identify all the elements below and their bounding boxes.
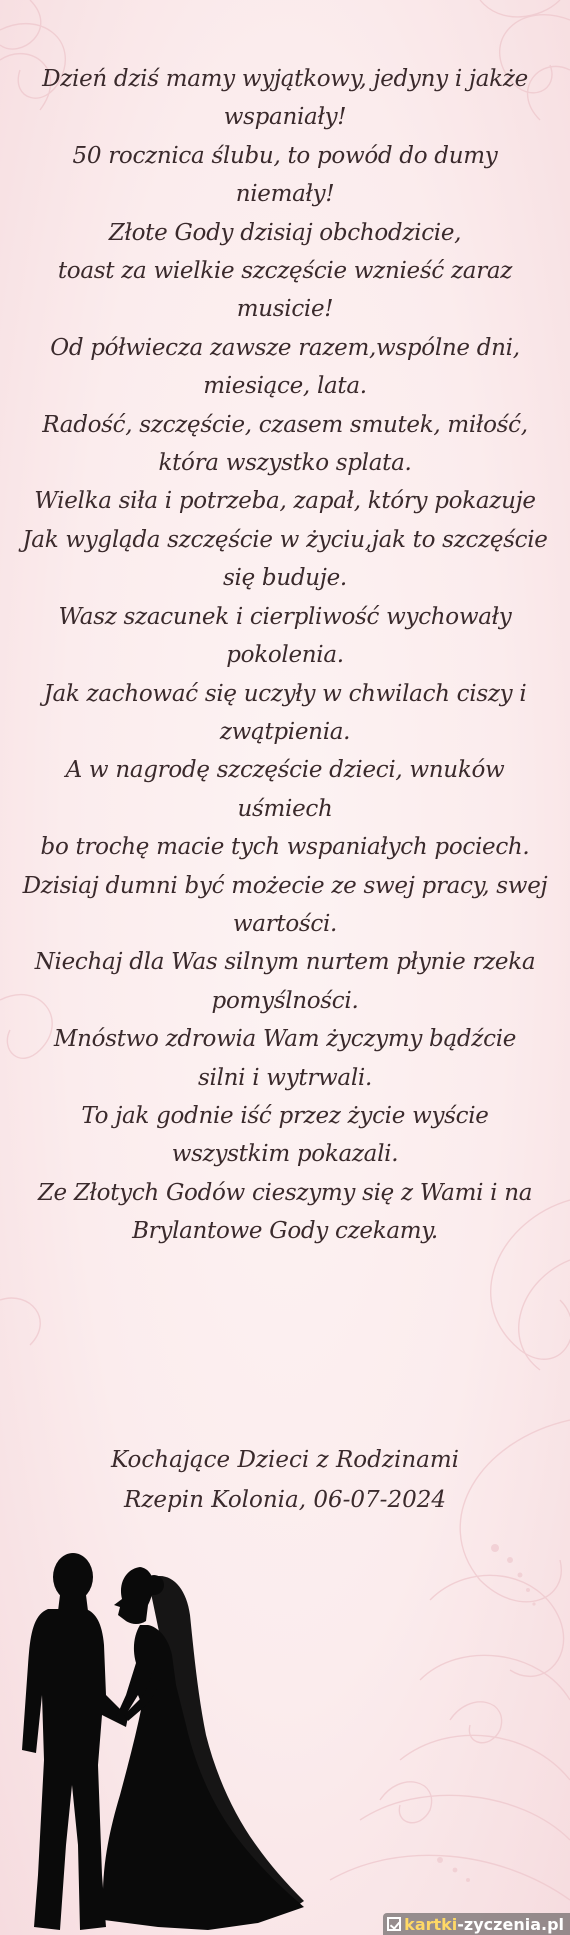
poem-line: wszystkim pokazali. — [171, 1141, 399, 1168]
poem-line: która wszystko splata. — [158, 450, 412, 477]
poem-line: wspaniały! — [223, 104, 347, 131]
poem-line: Dzień dziś mamy wyjątkowy, jedyny i jakże — [42, 66, 528, 92]
poem-line: A w nagrodę szczęście dzieci, wnuków — [65, 757, 505, 784]
poem-line: Brylantowe Gody czekamy. — [132, 1218, 438, 1245]
poem-line: musicie! — [236, 296, 334, 323]
poem-line: Niechaj dla Was silnym nurtem płynie rzeka — [34, 949, 536, 976]
poem-line: toast za wielkie szczęście wznieść zaraz — [57, 258, 513, 285]
signature-from: Kochające Dzieci z Rodzinami — [110, 1447, 460, 1473]
poem-line: Jak wygląda szczęście w życiu,jak to szczęście — [22, 526, 548, 553]
checkbox-icon — [387, 1917, 401, 1931]
poem-line: pokolenia. — [226, 642, 344, 669]
signature — [20, 1440, 550, 1520]
poem-text — [20, 60, 550, 1251]
poem-line: To jak godnie iść przez życie wyście — [81, 1102, 489, 1129]
couple-silhouette-icon — [8, 1545, 338, 1935]
poem-line: się buduje. — [223, 565, 347, 592]
poem-line: zwątpienia. — [219, 718, 351, 745]
poem-line: bo trochę macie tych wspaniałych pociech. — [40, 834, 530, 861]
poem-line: Mnóstwo zdrowia Wam życzymy bądźcie — [53, 1026, 517, 1053]
watermark[interactable] — [383, 1913, 570, 1935]
poem-line: Złote Gody dzisiaj obchodzicie, — [108, 219, 462, 246]
poem-line: Dzisiaj dumni być możecie ze swej pracy, swej — [22, 872, 548, 899]
poem-line: pomyślności. — [211, 987, 359, 1014]
poem-line: Radość, szczęście, czasem smutek, miłość, — [42, 411, 528, 438]
watermark-brand: kartki — [404, 1914, 458, 1934]
poem-line: Jak zachować się uczyły w chwilach ciszy i — [43, 680, 527, 707]
poem-line: wartości. — [232, 910, 338, 937]
watermark-domain: -zyczenia.pl — [457, 1914, 564, 1934]
poem-line: silni i wytrwali. — [198, 1064, 372, 1091]
poem-line: niemały! — [235, 181, 335, 208]
poem-line: Wasz szacunek i cierpliwość wychowały — [58, 603, 512, 630]
poem-line: Wielka siła i potrzeba, zapał, który pokazuje — [34, 488, 536, 515]
poem-line: Od półwiecza zawsze razem,wspólne dni, — [50, 334, 520, 361]
signature-place-date: Rzepin Kolonia, 06-07-2024 — [124, 1487, 446, 1513]
poem-line: 50 rocznica ślubu, to powód do dumy — [72, 142, 498, 169]
poem-line: Ze Złotych Godów cieszymy się z Wami i na — [37, 1179, 533, 1206]
poem-line: miesiące, lata. — [203, 373, 367, 400]
poem-line: uśmiech — [237, 795, 333, 822]
